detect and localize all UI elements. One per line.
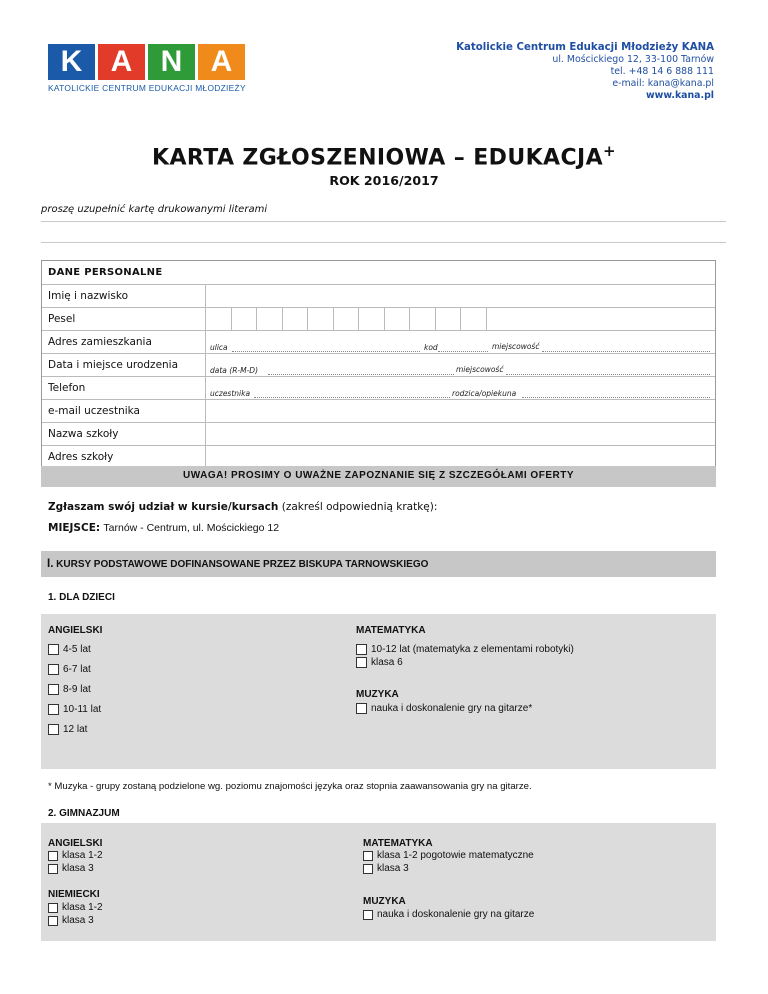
- pesel-digit-cell[interactable]: [410, 308, 436, 330]
- checkbox[interactable]: [48, 724, 59, 735]
- checkbox-label: klasa 6: [371, 657, 403, 668]
- checkbox[interactable]: [48, 684, 59, 695]
- kana-logo: [48, 44, 246, 93]
- pesel-digit-cell[interactable]: [385, 308, 411, 330]
- checkbox-label: nauka i doskonalenie gry na gitarze: [377, 909, 535, 920]
- checkbox-item[interactable]: [48, 664, 91, 675]
- checkbox[interactable]: [48, 644, 59, 655]
- checkbox-label: 4-5 lat: [63, 644, 91, 655]
- gim-angielski-title: ANGIELSKI: [48, 838, 103, 849]
- logo-tile-a2: A: [198, 44, 245, 80]
- fill-hint: proszę uzupełnić kartę drukowanymi literami: [41, 204, 268, 215]
- logo-tile-a1: A: [98, 44, 145, 80]
- checkbox-label: klasa 1-2: [62, 902, 103, 913]
- page-title: [0, 142, 768, 170]
- checkbox-item[interactable]: [48, 850, 103, 861]
- school-year: ROK 2016/2017: [329, 173, 439, 188]
- gim-matematyka-title: MATEMATYKA: [363, 838, 433, 849]
- gim-niemiecki-title: NIEMIECKI: [48, 889, 100, 900]
- row-label: Adres szkoły: [42, 446, 206, 468]
- pesel-digit-cell[interactable]: [206, 308, 232, 330]
- row-label: Data i miejsce urodzenia: [42, 354, 206, 376]
- pesel-digit-cell[interactable]: [436, 308, 462, 330]
- field-ulica: ulica: [210, 343, 228, 352]
- pesel-digit-cell[interactable]: [283, 308, 309, 330]
- row-label: Imię i nazwisko: [42, 285, 206, 307]
- checkbox[interactable]: [48, 664, 59, 675]
- checkbox[interactable]: [363, 864, 373, 874]
- checkbox-item[interactable]: [363, 850, 534, 861]
- pesel-digit-cell[interactable]: [232, 308, 258, 330]
- section-1-num: I.: [47, 558, 54, 570]
- checkbox-item[interactable]: [48, 902, 103, 913]
- zglaszam-bold: Zgłaszam swój udział w kursie/kursach: [48, 501, 279, 513]
- row-email: [42, 399, 715, 422]
- field-uczestnika: uczestnika: [210, 389, 251, 398]
- school-address-field[interactable]: [206, 446, 715, 468]
- gimnazjum-heading: 2. GIMNAZJUM: [48, 808, 120, 819]
- pesel-digit-cell[interactable]: [308, 308, 334, 330]
- checkbox[interactable]: [356, 657, 367, 668]
- email-field[interactable]: [206, 400, 715, 422]
- checkbox-label: 10-12 lat (matematyka z elementami robotyki): [371, 644, 574, 655]
- divider: [41, 242, 726, 243]
- checkbox-item[interactable]: [363, 909, 534, 920]
- checkbox-item[interactable]: [48, 724, 87, 735]
- personal-data-table: [41, 260, 716, 469]
- field-kod: kod: [424, 343, 438, 352]
- dotted-line: [268, 374, 454, 375]
- checkbox-item[interactable]: [356, 703, 532, 714]
- row-label: e-mail uczestnika: [42, 400, 206, 422]
- miejsce-line: [48, 522, 279, 534]
- pesel-digit-cell[interactable]: [461, 308, 487, 330]
- checkbox-label: klasa 3: [377, 863, 409, 874]
- pesel-digit-cell[interactable]: [334, 308, 360, 330]
- row-label: Telefon: [42, 377, 206, 399]
- checkbox-item[interactable]: [48, 684, 91, 695]
- dzieci-muzyka-title: MUZYKA: [356, 689, 399, 700]
- row-address: [42, 330, 715, 353]
- contact-block: [456, 42, 714, 102]
- row-school-name: [42, 422, 715, 445]
- checkbox-item[interactable]: [356, 657, 403, 668]
- checkbox-label: nauka i doskonalenie gry na gitarze*: [371, 703, 533, 714]
- dzieci-heading: 1. DLA DZIECI: [48, 592, 115, 603]
- section-1-title: KURSY PODSTAWOWE DOFINANSOWANE PRZEZ BISKUPA TARNOWSKIEGO: [56, 559, 429, 570]
- page-title-text: KARTA ZGŁOSZENIOWA – EDUKACJA: [152, 145, 604, 171]
- dzieci-angielski-title: ANGIELSKI: [48, 625, 103, 636]
- contact-org: Katolickie Centrum Edukacji Młodzieży KANA: [456, 42, 714, 53]
- row-name: [42, 284, 715, 307]
- contact-www[interactable]: www.kana.pl: [646, 90, 714, 101]
- gim-muzyka-title: MUZYKA: [363, 896, 406, 907]
- checkbox-label: 8-9 lat: [63, 684, 91, 695]
- field-rodzica: rodzica/opiekuna: [452, 389, 517, 398]
- school-name-field[interactable]: [206, 423, 715, 445]
- checkbox[interactable]: [363, 851, 373, 861]
- checkbox-label: klasa 3: [62, 915, 94, 926]
- checkbox[interactable]: [48, 864, 58, 874]
- pesel-digit-cell[interactable]: [359, 308, 385, 330]
- field-miejscowosc: miejscowość: [492, 342, 540, 351]
- miejsce-value: Tarnów - Centrum, ul. Mościckiego 12: [103, 522, 280, 534]
- row-label: Nazwa szkoły: [42, 423, 206, 445]
- divider: [41, 221, 726, 222]
- dotted-line: [506, 374, 710, 375]
- contact-email[interactable]: e-mail: kana@kana.pl: [612, 78, 714, 89]
- logo-tile-n: N: [148, 44, 195, 80]
- row-label: Pesel: [42, 308, 206, 330]
- checkbox[interactable]: [48, 851, 58, 861]
- dotted-line: [542, 351, 710, 352]
- checkbox-item[interactable]: [356, 644, 574, 655]
- pesel-field[interactable]: [206, 308, 715, 330]
- checkbox-label: 12 lat: [63, 724, 88, 735]
- checkbox[interactable]: [356, 644, 367, 655]
- contact-phone: tel. +48 14 6 888 111: [610, 66, 714, 77]
- checkbox-item[interactable]: [363, 863, 409, 874]
- checkbox-label: klasa 1-2 pogotowie matematyczne: [377, 850, 534, 861]
- row-pesel: [42, 307, 715, 330]
- zglaszam-line: [48, 501, 437, 513]
- logo-subtitle: KATOLICKIE CENTRUM EDUKACJI MŁODZIEŻY: [48, 83, 246, 93]
- dotted-line: [254, 397, 450, 398]
- address-field[interactable]: [206, 331, 715, 353]
- dotted-line: [438, 351, 488, 352]
- field-miejscowosc: miejscowość: [456, 365, 504, 374]
- contact-address: ul. Mościckiego 12, 33-100 Tarnów: [552, 54, 714, 65]
- checkbox-item[interactable]: [48, 863, 94, 874]
- section-1-header: [41, 551, 716, 577]
- checkbox-label: 6-7 lat: [63, 664, 91, 675]
- dzieci-matematyka-title: MATEMATYKA: [356, 625, 426, 636]
- notice-banner: UWAGA! PROSIMY O UWAŻNE ZAPOZNANIE SIĘ Z SZCZEGÓŁAMI OFERTY: [41, 466, 716, 487]
- checkbox-item[interactable]: [48, 915, 94, 926]
- checkbox-label: 10-11 lat: [63, 704, 102, 715]
- miejsce-label: MIEJSCE:: [48, 522, 101, 534]
- row-phone: [42, 376, 715, 399]
- row-school-address: [42, 445, 715, 468]
- field-data: data (R-M-D): [210, 366, 258, 375]
- zglaszam-rest: (zakreśl odpowiednią kratkę):: [281, 501, 438, 513]
- checkbox[interactable]: [363, 910, 373, 920]
- name-field[interactable]: [206, 285, 715, 307]
- checkbox-label: klasa 1-2: [62, 850, 103, 861]
- row-birth: [42, 353, 715, 376]
- phone-field[interactable]: [206, 377, 715, 399]
- muzyka-note: * Muzyka - grupy zostaną podzielone wg. poziomu znajomości języka oraz stopnia zaawansowania gry na gitarze.: [48, 781, 532, 792]
- birth-field[interactable]: [206, 354, 715, 376]
- pesel-digit-cell[interactable]: [257, 308, 283, 330]
- checkbox[interactable]: [48, 704, 59, 715]
- checkbox[interactable]: [48, 916, 58, 926]
- checkbox-item[interactable]: [48, 644, 91, 655]
- dotted-line: [232, 351, 420, 352]
- row-label: Adres zamieszkania: [42, 331, 206, 353]
- logo-tile-k: K: [48, 44, 95, 80]
- page-title-sup: +: [603, 142, 616, 160]
- personal-data-header: DANE PERSONALNE: [48, 267, 163, 278]
- dotted-line: [522, 397, 710, 398]
- checkbox-item[interactable]: [48, 704, 101, 715]
- checkbox[interactable]: [356, 703, 367, 714]
- checkbox-label: klasa 3: [62, 863, 94, 874]
- checkbox[interactable]: [48, 903, 58, 913]
